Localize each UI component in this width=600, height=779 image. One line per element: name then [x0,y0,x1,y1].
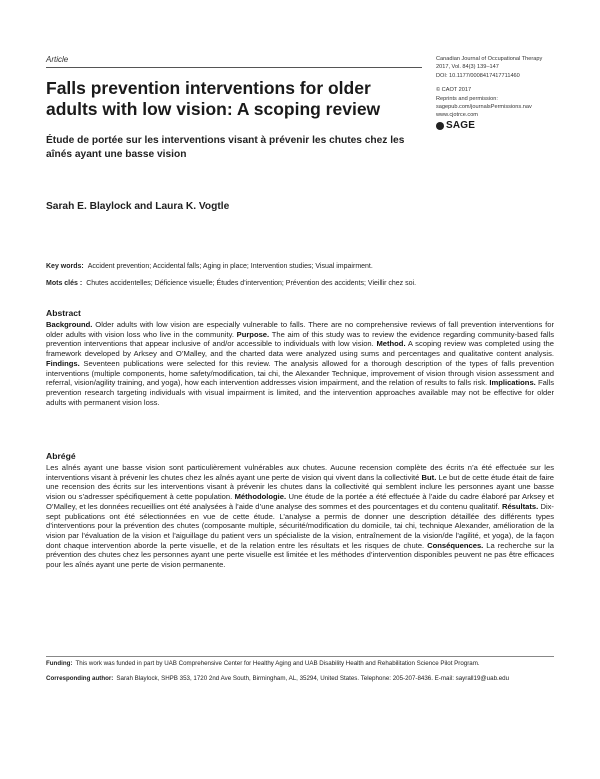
journal-volume: 2017, Vol. 84(3) 139–147 [436,64,499,71]
abrege-consequences-text: La recherche sur la prévention des chutes chez les personnes ayant une perte visuelle est limitée et les méthodes d’intervention disponibles peuvent ne pas être efficaces pour les aînés ayant une perte de vision permanente. [46,540,554,570]
abrege-body [46,463,554,570]
abrege-intro-text: Les aînés ayant une basse vision sont particulièrement vulnérables aux chutes. Aucune recension complète des écrits n’a été effectuée sur les interventions visant à prévenir les chutes chez les aînés ayant une perte de vision qui vivent dans la collectivité [46,463,554,482]
abrege-resultats-label: Résultats. [501,501,539,511]
article-subtitle-french: Étude de portée sur les interventions visant à prévenir les chutes chez les aînés ayant une basse vision [46,135,405,160]
abstract-background-text: Older adults with low vision are especially vulnerable to falls. There are no comprehensive reviews of fall prevention interventions for older adults with vision loss who live in the community. [46,320,554,339]
publisher-logo [436,121,586,131]
keywords-label: Key words: [46,263,84,270]
abrege-heading: Abrégé [46,451,76,461]
abstract-method-label: Method. [376,339,406,349]
permissions-link[interactable]: sagepub.com/journalsPermissions.nav [436,104,532,111]
abrege-but-text: Le but de cette étude était de faire une recension des écrits sur les interventions visant à prévenir les chutes dans la collectivité qui semblent inclure les personnes ayant une basse vision ou s’adresser spécifiquement à cette population. [46,472,554,502]
funding-note [46,660,554,668]
keywords [46,262,554,271]
header-rule [46,67,422,68]
abrege-consequences-label: Conséquences. [427,540,484,550]
author-list: Sarah E. Blaylock and Laura K. Vogtle [46,201,230,212]
sage-logo-icon [436,122,444,130]
abrege-methodologie-text: Une étude de la portée a été effectuée à l’aide du cadre élaboré par Arksey et O’Malley, et les données recueillies ont été analysées à l’aide d’une analyse des sommes et des pourcentages et du contenu qualitatif. [46,492,554,511]
abstract-heading: Abstract [46,308,81,318]
reprints-label: Reprints and permission: [436,95,498,102]
publisher-logo-text: SAGE [446,119,476,131]
copyright: © CAOT 2017 [436,87,472,94]
abrege-resultats-text: Dix-sept publications ont été sélectionnées en vue de cette étude. L’analyse a permis de donner une description détaillée des différents types d’interventions pour la prévention des chutes (composante multiple, sécurité/modification du domicile, tai chi, technique Alexander, amélioration de la vision par l’évaluation de la vision et l’aiguillage du patient vers un spécialiste de la vision, entraînement de la vision/de l’agilité, et yoga), de la façon dont chaque intervention aborde la perte visuelle, et de la relation entre les résultats et les risques de chute. [46,501,554,550]
abrege-but-label: But. [421,472,437,482]
abstract-findings-text: Seventeen publications were selected for this review. The analysis allowed for a thorough description of the types of falls prevention interventions (multiple components, home safety/modification, tai chi, the Alexander Technique, improvement of vision through vision assessment and referral, vision/agility training, and yoga), how each intervention addresses vision impairment, and the relation of results to falls risk. [46,358,554,388]
funding-label: Funding: [46,660,73,667]
footnote-rule [46,656,554,657]
abstract-body [46,320,554,407]
keywords-text: Accident prevention; Accidental falls; Aging in place; Intervention studies; Visual impairment. [87,263,373,270]
abstract-purpose-label: Purpose. [236,329,270,339]
funding-text: This work was funded in part by UAB Comprehensive Center for Healthy Aging and UAB Disability Health and Rehabilitation Science Pilot Program. [75,660,480,667]
abstract-purpose-text: The aim of this study was to review the evidence regarding community-based falls prevention interventions that appear inclusive of and/or accessible to individuals with low vision. [46,329,554,349]
journal-doi: DOI: 10.1177/0008417417711460 [436,72,520,79]
corresponding-text: Sarah Blaylock, SHPB 353, 1720 2nd Ave South, Birmingham, AL, 35294, United States. Telephone: 205-207-8436. E-mail: sayrall19@uab.edu [116,675,510,682]
mots-cles [46,279,554,288]
article-title: Falls prevention interventions for older adults with low vision: A scoping review [46,78,381,119]
abstract-findings-label: Findings. [46,358,80,368]
abstract-implications-text: Falls prevention research targeting individuals with visual impairment is limited, and the intervention approaches available may not be effective for older adults with permanent vision loss. [46,378,554,407]
abstract-implications-label: Implications. [489,378,536,388]
journal-website-link[interactable]: www.cjotrce.com [436,112,478,119]
journal-name: Canadian Journal of Occupational Therapy [436,56,543,62]
corresponding-label: Corresponding author: [46,675,114,682]
journal-info [436,55,586,131]
mots-cles-text: Chutes accidentelles; Déficience visuelle; Études d’intervention; Prévention des accidents; Vieillir chez soi. [86,280,417,287]
abrege-methodologie-label: Méthodologie. [234,492,287,502]
abstract-method-text: A scoping review was completed using the framework developed by Arksey and O’Malley, and the charted data were analyzed using sums and percentages and qualitative content analysis. [46,339,554,359]
article-type-label: Article [46,55,69,64]
corresponding-author-note [46,675,554,683]
mots-cles-label: Mots clés : [46,280,83,287]
abstract-background-label: Background. [46,320,93,329]
